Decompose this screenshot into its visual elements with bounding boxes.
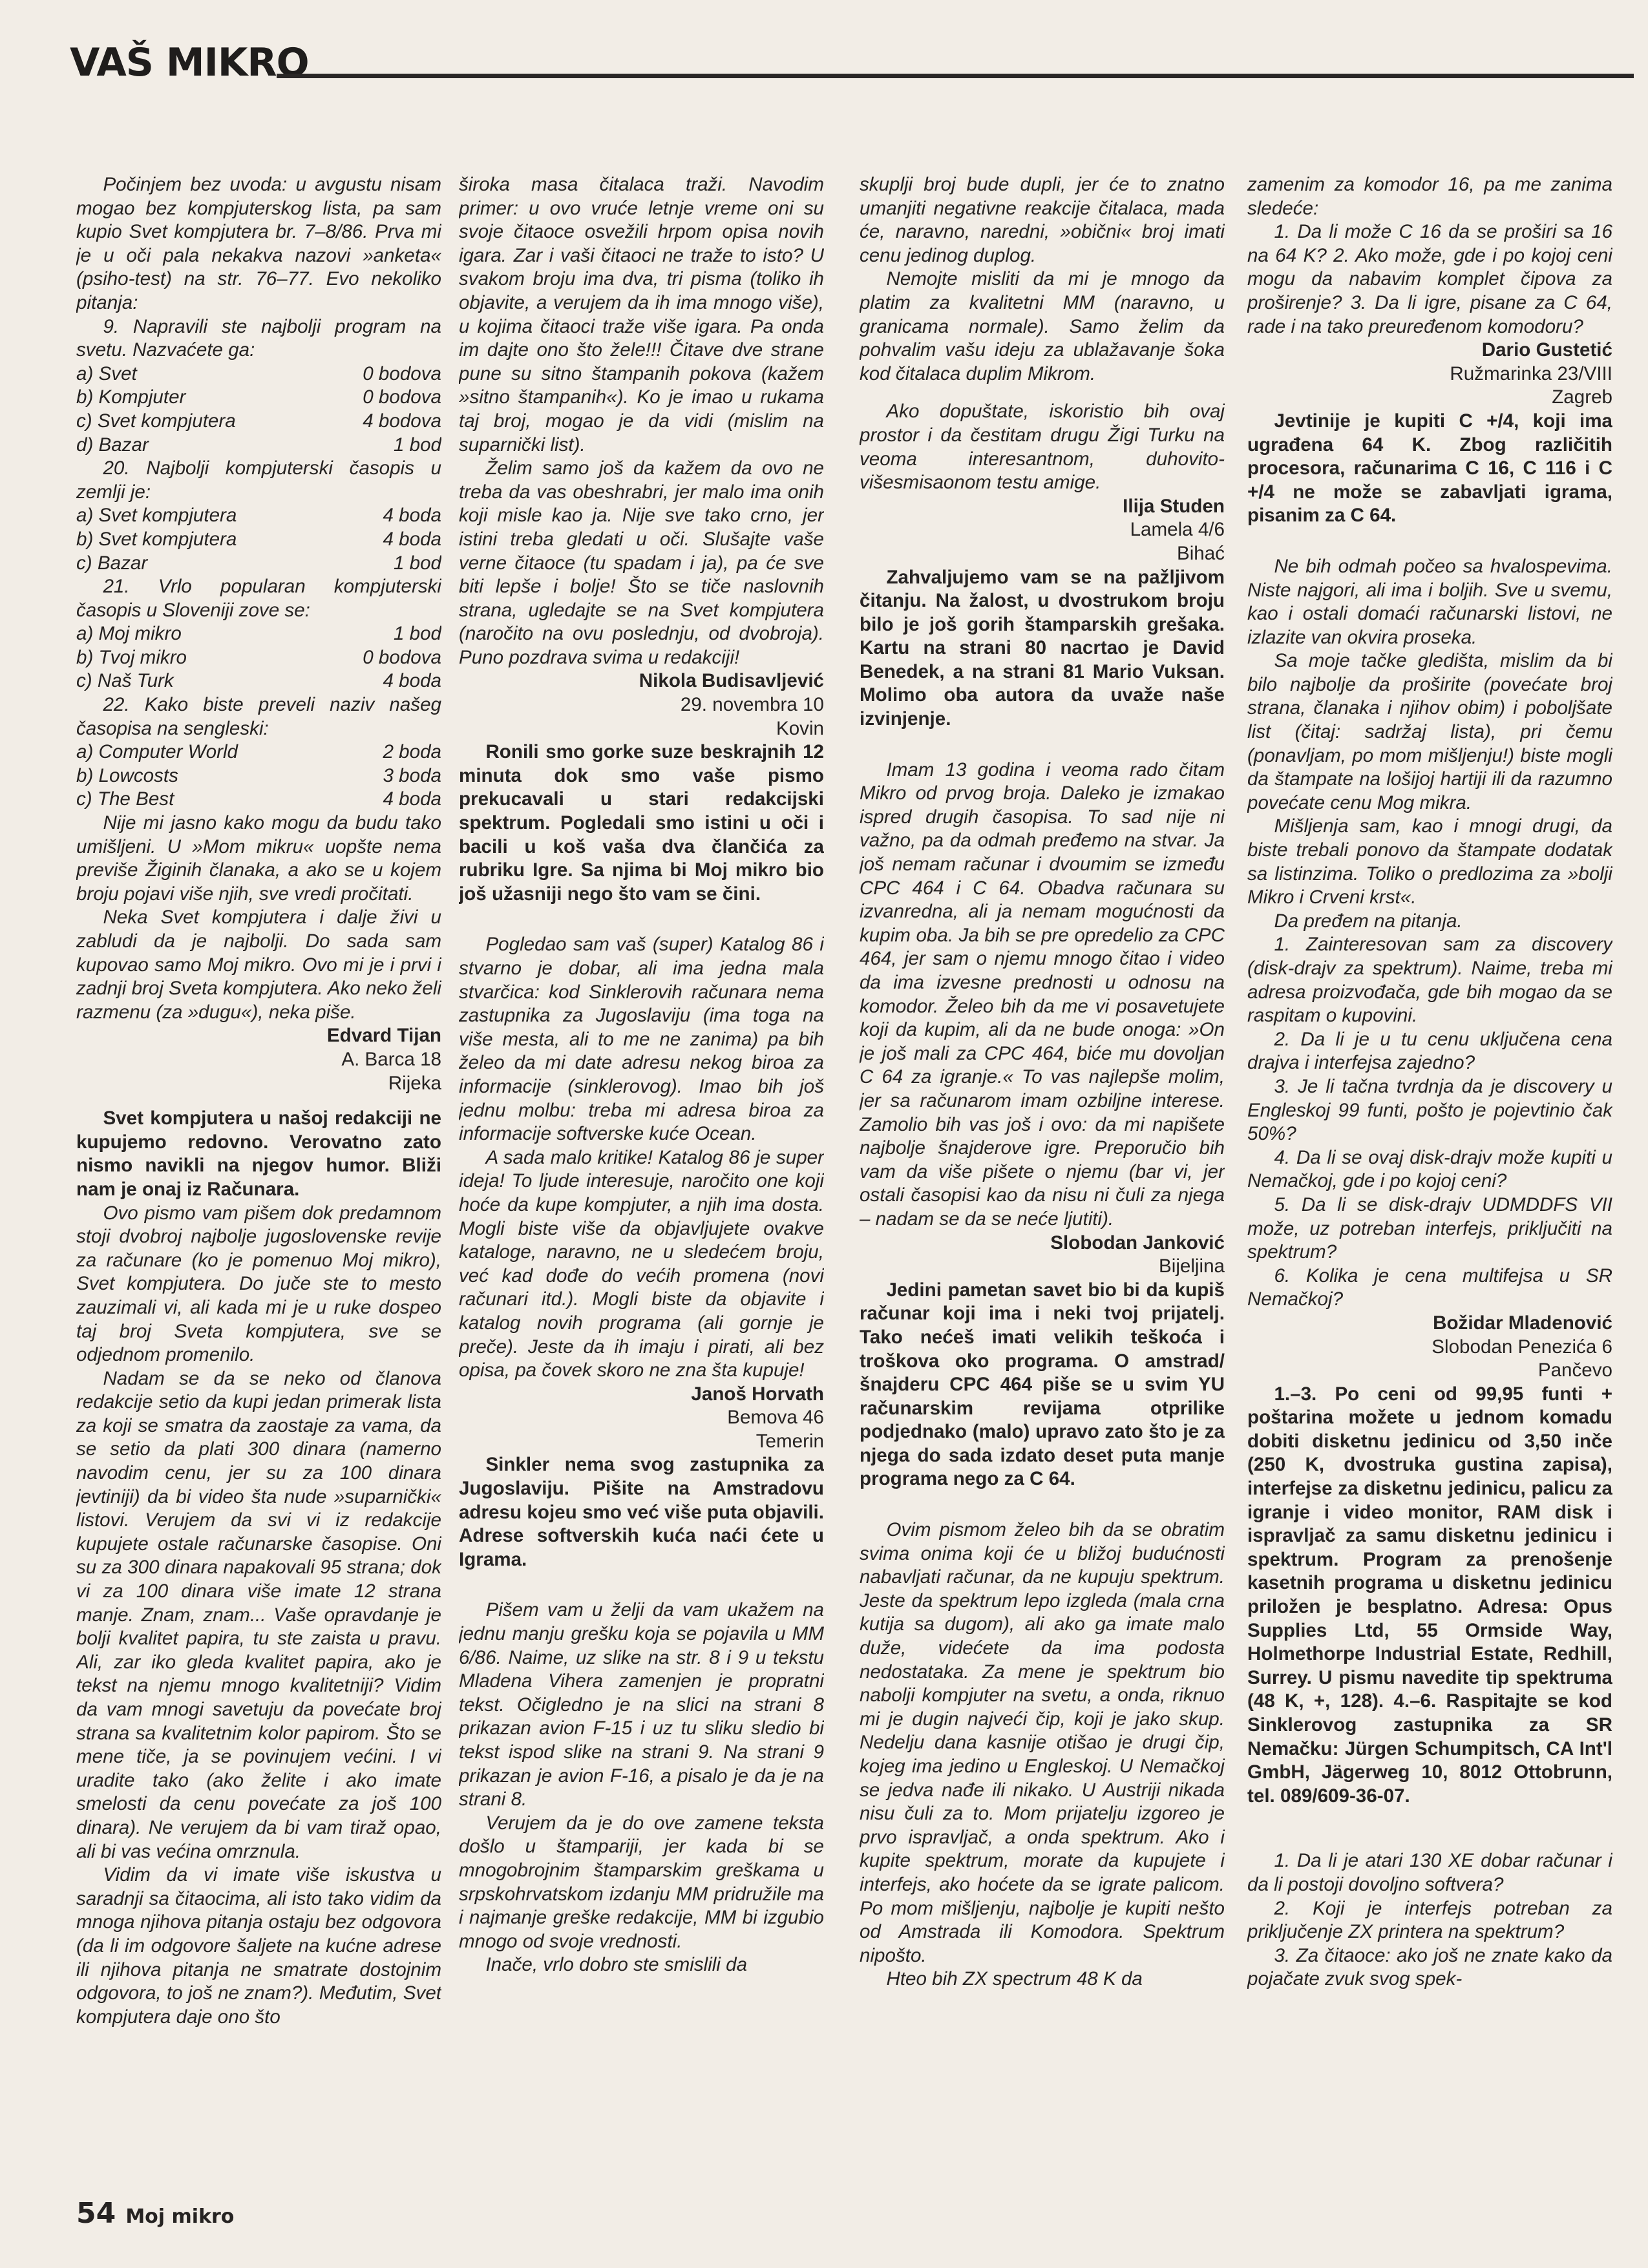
option-points: 0 bodova bbox=[363, 386, 441, 408]
quiz-option bbox=[76, 410, 441, 434]
quiz-option bbox=[76, 764, 441, 788]
letter-address: 29. novembra 10 bbox=[680, 694, 824, 716]
letter-question: 1. Da li je atari 130 XE dobar računar i da li postoji dovoljno softvera? bbox=[1247, 1850, 1612, 1895]
option-label: c) Bazar bbox=[76, 552, 148, 574]
letter-address: Lamela 4/6 bbox=[1130, 519, 1225, 541]
letter-city: Zagreb bbox=[1552, 386, 1612, 408]
editor-reply: Jedini pametan savet bio bi da kupiš računar koji ima i neki tvoj prijatelj. Tako nećeš imati velikih teškoća i troškova oko programa. O amstrad/šnajderu CPC 464 piše se u svim YU računarskim revijama otprilike podjednako (malo) upravo zato što je za njega do sada izdato deset puta manje programa nego za C 64. bbox=[860, 1279, 1225, 1490]
option-label: a) Svet kompjutera bbox=[76, 505, 237, 527]
letter-paragraph: Inače, vrlo dobro ste smislili da bbox=[485, 1954, 748, 1976]
letter-paragraph: Vidim da vi imate više iskustva u saradnji sa čitaocima, ali isto tako vidim da mnoga njihova pitanja ostaju bez odgovora (da li im odgovore šaljete na kućne adrese ili njihova pitanja ne smatrate dostojnim odgovora, to još ne znam?). Međutim, Svet kompjutera daje ono što bbox=[76, 1864, 441, 2028]
editor-reply: Jevtinije je kupiti C +/4, koji ima ugrađena 64 K. Zbog različitih procesora, računarima C 16, C 116 i C +/4 ne može se zabavljati igrama, pisanim za C 64. bbox=[1247, 410, 1612, 527]
quiz-option bbox=[76, 434, 441, 457]
letter-paragraph: Ako dopuštate, iskoristio bih ovaj prostor i da čestitam drugu Žigi Turku na veoma interesantnom, duhovito-višesmisaonom testu amige. bbox=[860, 401, 1225, 494]
quiz-option bbox=[76, 386, 441, 410]
editor-reply: Svet kompjutera u našoj redakciji ne kupujemo redovno. Verovatno zato nismo navikli na njegov humor. Bliži nam je onaj iz Računara. bbox=[76, 1108, 441, 1200]
letter-address: A. Barca 18 bbox=[341, 1048, 441, 1070]
letter-paragraph: Želim samo još da kažem da ovo ne treba da vas obeshrabri, jer malo ima onih koji misle kao ja. Nije sve tako crno, jer istini treba gledati u oči. Slušajte vaše verne čitaoce (tu spadam i ja), pa će sve biti lepše i bolje! Što se tiče naslovnih strana, ugledajte se na Svet kompjutera (naročito na ovu poslednju, od dvobroja). Puno pozdrava svima u redakciji! bbox=[459, 457, 824, 668]
option-points: 1 bod bbox=[393, 552, 441, 574]
quiz-option bbox=[76, 552, 441, 576]
letter-city: Temerin bbox=[755, 1430, 824, 1452]
letter-paragraph: Ovo pismo vam pišem dok predamnom stoji dvobroj najbolje jugoslovenske revije za računare (ko je pomenuo Moj mikro), Svet kompjutera. Do juče ste to mesto zauzimali vi, ali kada mi je u ruke dospeo taj broj Sveta kompjutera, sve se odjednom promenilo. bbox=[76, 1202, 441, 1366]
letter-city: Pančevo bbox=[1537, 1360, 1612, 1381]
option-label: a) Moj mikro bbox=[76, 623, 182, 645]
letter-address: Ružmarinka 23/VIII bbox=[1450, 362, 1612, 384]
option-points: 1 bod bbox=[393, 623, 441, 645]
option-label: b) Kompjuter bbox=[76, 386, 186, 408]
quiz-option bbox=[76, 362, 441, 386]
column-1 bbox=[76, 173, 441, 2115]
option-points: 4 boda bbox=[383, 505, 441, 527]
letter-paragraph: Verujem da je do ove zamene teksta došlo u štampariji, jer kada bi se mnogobrojnim štamparskim greškama u srpskohrvatskom izdanju MM pridružile ma i najmanje greške redakcije, MM bi izgubio mnogo od svoje vrednosti. bbox=[459, 1812, 824, 1952]
letter-signature: Božidar Mladenović bbox=[1433, 1312, 1612, 1334]
letter-paragraph: Imam 13 godina i veoma rado čitam Mikro od prvog broja. Daleko je izmakao ispred drugih časopisa. To sad nije ni važno, pa da odmah pređemo na stvar. Ja još nemam računar i dvoumim se između CPC 464 i C 64. Obadva računara su izvanredna, ali ja nemam mogućnosti da kupim oba. Ja bih se pre opredelio za CPC 464, jer sam o njemu mnogo čitao i video da ima izvesne prednosti u odnosu na komodor. Želeo bih da me vi posavetujete koji da kupim, ali da ne bude onoga: »On je još mali za CPC 464, biće mu dovoljan C 64 za igranje.« To vas najlepše molim, jer sa računarom imam ozbiljne interese. Zamolio bih vas još i ovo: da mi napišete najbolje šnajderove igre. Preporučio bih vam da više pišete o njemu (bar vi, jer ostali časopisi kao da nisu ni čuli za njega – nadam se da se neće ljutiti). bbox=[860, 759, 1225, 1230]
letter-paragraph: Ne bih odmah počeo sa hvalospevima. Niste najgori, ali ima i boljih. Sve u svemu, kao i ostali domaći računarski listovi, ne izlazite van okvira proseka. bbox=[1247, 555, 1612, 648]
option-points: 4 boda bbox=[383, 670, 441, 692]
letter-city: Rijeka bbox=[388, 1072, 441, 1094]
letter-paragraph: Počinjem bez uvoda: u avgustu nisam mogao bez kompjuterskog lista, pa sam kupio Svet kompjutera br. 7–8/86. Prva mi je u oči pala nekakva nazovi »anketa« (psiho-test) na str. 76–77. Evo nekoliko pitanja: bbox=[76, 174, 441, 313]
quiz-option bbox=[76, 669, 441, 693]
quiz-option bbox=[76, 740, 441, 764]
letter-question: 2. Da li je u tu cenu uključena cena drajva i interfejsa zajedno? bbox=[1247, 1028, 1612, 1074]
quiz-option bbox=[76, 646, 441, 670]
letter-question: 1. Zainteresovan sam za discovery (disk-drajv za spektrum). Naime, treba mi adresa proizvođača, gde bih mogao da se raspitam o kupovini. bbox=[1247, 934, 1612, 1027]
letter-signature: Janoš Horvath bbox=[691, 1383, 824, 1405]
option-points: 0 bodova bbox=[363, 646, 441, 668]
letter-question: 2. Koji je interfejs potreban za priključenje ZX printera na spektrum? bbox=[1247, 1897, 1612, 1943]
letter-paragraph: Pogledao sam vaš (super) Katalog 86 i stvarno je dobar, ali ima jedna mala stvarčica: kod Sinklerovih računara nema zastupnika za Jugoslaviju (ima toga na više mesta, ali to me ne zanima) pa bih želeo da mi date adresu nekog biroa za informacije (sinklerovog). Imao bih još jednu molbu: treba mi adresa biroa za informacije softverske kuće Ocean. bbox=[459, 934, 824, 1145]
option-points: 4 bodova bbox=[363, 410, 441, 432]
quiz-question: 9. Napravili ste najbolji program na svetu. Nazvaćete ga: bbox=[76, 315, 441, 361]
quiz-question: 21. Vrlo popularan kompjuterski časopis u Sloveniji zove se: bbox=[76, 576, 441, 621]
letter-question: 3. Je li tačna tvrdnja da je discovery u Engleskoj 99 funti, pošto je pojevtinio čak 50%? bbox=[1247, 1075, 1612, 1145]
letter-signature: Edvard Tijan bbox=[326, 1025, 441, 1047]
option-label: c) The Best bbox=[76, 788, 174, 810]
page-header bbox=[70, 40, 1634, 85]
letter-signature: Ilija Studen bbox=[1123, 495, 1225, 517]
editor-reply: Ronili smo gorke suze beskrajnih 12 minuta dok smo vaše pismo prekucavali u stari redakcijski spektrum. Pogledali smo istini u oči i bacili u koš vaša dva člančića za rubriku Igre. Sa njima bi Moj mikro bio još užasniji nego što vam se čini. bbox=[459, 741, 824, 905]
quiz-option bbox=[76, 788, 441, 812]
letter-question: 6. Kolika je cena multifejsa u SR Nemačkoj? bbox=[1247, 1265, 1612, 1310]
letter-paragraph: Pišem vam u želji da vam ukažem na jednu manju grešku koja se pojavila u MM 6/86. Naime, uz slike na str. 8 i 9 u tekstu Mladena Vihera zamenjen je propratni tekst. Očigledno je na slici na strani 8 prikazan avion F-15 i uz tu sliku sledio bi tekst ispod slike na strani 9. Na strani 9 prikazan je avion F-16, a pisalo je da je na strani 8. bbox=[459, 1599, 824, 1811]
page-number: 54 bbox=[76, 2197, 116, 2230]
magazine-name: Moj mikro bbox=[125, 2205, 235, 2228]
option-label: b) Lowcosts bbox=[76, 764, 178, 786]
option-label: a) Svet bbox=[76, 362, 137, 384]
editor-reply: Zahvaljujemo vam se na pažljivom čitanju. Na žalost, u dvostrukom broju bilo je još gorih štamparskih grešaka. Kartu na strani 80 nacrtao je David Benedek, a na strani 81 Mario Vuksan. Molimo oba autora da uvaže naše izvinjenje. bbox=[860, 566, 1225, 730]
quiz-option bbox=[76, 622, 441, 646]
letter-paragraph: široka masa čitalaca traži. Navodim primer: u ovo vruće letnje vreme oni su svoje čitaoce osvežili hrpom opisa novih igara. Zar i vaši čitaoci ne traže to isto? U svakom broju ima dva, tri pisma (toliko ih objavite, a verujem da ih ima mnogo više), u kojima čitaoci traže više igara. Pa onda im dajte ono što žele!!! Čitave dve strane pune su sitno štampanih pokova (kažem »sitno štampanih«). Ko je imao u rukama taj broj, mogao je da vidi (mislim na suparnički list). bbox=[459, 174, 824, 456]
column-4 bbox=[1247, 173, 1612, 2115]
letter-paragraph: Da pređem na pitanja. bbox=[1274, 910, 1463, 932]
option-points: 1 bod bbox=[393, 434, 441, 456]
quiz-question: 20. Najbolji kompjuterski časopis u zemlji je: bbox=[76, 457, 441, 503]
letter-city: Kovin bbox=[776, 717, 824, 739]
quiz-option bbox=[76, 504, 441, 528]
letter-paragraph: zamenim za komodor 16, pa me zanima sledeće: bbox=[1247, 174, 1612, 219]
quiz-option bbox=[76, 528, 441, 552]
letter-signature: Dario Gustetić bbox=[1481, 339, 1612, 361]
letter-paragraph: 1. Da li može C 16 da se proširi sa 16 na 64 K? 2. Ako može, gde i po kojoj ceni mogu da nabavim komplet čipova za proširenje? 3. Da li igre, pisane za C 64, rade i na tako preuređenom komodoru? bbox=[1247, 221, 1612, 337]
letter-paragraph: Nadam se da se neko od članova redakcije setio da kupi jedan primerak lista za koji se smatra da zaostaje za vama, da se setio da plati 300 dinara (namerno navodim cenu, jer su za 100 dinara jevtiniji) da bi video šta nude »suparnički« listovi. Verujem da svi vi iz redakcije kupujete ostale računarske časopise. Oni su za 300 dinara napakovali 95 strana; dok vi za 100 dinara više imate 12 strana manje. Znam, znam... Vaše opravdanje je bolji kvalitet papira, tu ste zaista u pravu. Ali, zar iko gleda kvalitet papira, ako je tekst na njemu mnogo kvalitetniji? Vidim da vam mnogi savetuju da povećate broj strana sa kvalitetnim kolor papirom. Što se mene tiče, ja se povinujem većini. I vi uradite tako (ako želite i ako imate smelosti da cenu povećate za još 100 dinara). Ne verujem da bi vam tiraž opao, ali bi vas većina omrznula. bbox=[76, 1367, 441, 1862]
column-2 bbox=[459, 173, 824, 2115]
letter-question: 5. Da li se disk-drajv UDMDDFS VII može, uz potreban interfejs, priključiti na spektrum? bbox=[1247, 1193, 1612, 1263]
option-label: d) Bazar bbox=[76, 434, 149, 456]
option-label: b) Tvoj mikro bbox=[76, 646, 187, 668]
editor-reply: Sinkler nema svog zastupnika za Jugoslaviju. Pišite na Amstradovu adresu kojeu smo već više puta objavili. Adrese softverskih kuća naći ćete u Igrama. bbox=[459, 1454, 824, 1570]
option-label: c) Naš Turk bbox=[76, 670, 174, 692]
page-footer bbox=[76, 2197, 234, 2230]
column-3 bbox=[860, 173, 1225, 2115]
option-label: c) Svet kompjutera bbox=[76, 410, 236, 432]
letter-paragraph: Mišljenja sam, kao i mnogi drugi, da biste trebali ponovo da štampate dodatak sa listinzima. Toliko o predlozima za »bolji Mikro i Crveni krst«. bbox=[1247, 815, 1612, 908]
letter-signature: Slobodan Janković bbox=[1050, 1232, 1225, 1254]
letter-address: Bemova 46 bbox=[727, 1407, 824, 1429]
letter-city: Bihać bbox=[1176, 542, 1225, 564]
letter-question: 3. Za čitaoce: ako još ne znate kako da pojačate zvuk svog spek- bbox=[1247, 1944, 1612, 1990]
letter-paragraph: A sada malo kritike! Katalog 86 je super ideja! To ljude interesuje, naročito one koji hoće da kupe kompjuter, a njih ima dosta. Mogli biste više da objavljujete ovakve kataloge, naravno, ne u sledećem broju, već kad dođe do većih promena (novi računari itd.). Mogli biste da objavite i katalog novih programa (ali gornje je preče). Jeste da ih imaju i pirati, ali bez opisa, pa čovek skoro ne zna šta kupuje! bbox=[459, 1146, 824, 1381]
section-title: VAŠ MIKRO bbox=[70, 40, 309, 85]
option-points: 3 boda bbox=[383, 764, 441, 786]
letter-signature: Nikola Budisavljević bbox=[639, 670, 824, 692]
option-points: 4 boda bbox=[383, 528, 441, 550]
option-points: 0 bodova bbox=[363, 362, 441, 384]
letter-paragraph: Neka Svet kompjutera i dalje živi u zabludi da je najbolji. Do sada sam kupovao samo Moj mikro. Ovo mi je i prvi i zadnji broj Sveta kompjutera. Ako neko želi razmenu (za »dugu«), neka piše. bbox=[76, 907, 441, 1023]
header-rule bbox=[277, 74, 1634, 78]
letter-paragraph: skuplji broj bude dupli, jer će to znatno umanjiti negativne reakcije čitalaca, mada će, naravno, naredni, »obični« broj imati cenu jedinog duplog. bbox=[860, 174, 1225, 266]
quiz-question: 22. Kako biste preveli naziv našeg časopisa na sengleski: bbox=[76, 694, 441, 739]
letter-paragraph: Ovim pismom želeo bih da se obratim svima onima koji će u bližoj budućnosti nabavljati računar, da ne kupuju spektrum. Jeste da spektrum lepo izgleda (mala crna kutija sa dugom), ali ako ga imate malo duže, videćete da ima podosta nedostataka. Za mene je spektrum bio nabolji kompjuter na svetu, a onda, riknuo mi je dugin najveći čip, koji je jako skup. Nedelju dana kasnije otišao je drugi čip, kojeg ima jedino u Engleskoj. U Nemačkoj se jedva nađe ili nikako. U Austriji nikada nisu čuli za to. Mom prijatelju izgoreo je prvo ispravljač, a onda spektrum. Ako i kupite spektrum, morate da kupujete i interfejs, ako hoćete da se igrate palicom. Po mom mišljenju, najbolje je kupiti nešto od Amstrada ili Komodora. Spektrum nipošto. bbox=[860, 1519, 1225, 1966]
editor-reply: 1.–3. Po ceni od 99,95 funti + poštarina možete u jednom komadu dobiti disketnu jedinicu od 3,50 inče (250 K, dvostruka gustina zapisa), interfejse za disketnu jedinicu, palicu za igranje i video monitor, RAM disk i ispravljač za samu disketnu jedinicu i spektrum. Program za prenošenje kasetnih programa u disketnu jedinicu priložen je besplatno. Adresa: Opus Supplies Ltd, 55 Ormside Way, Holmethorpe Industrial Estate, Redhill, Surrey. U pismu navedite tip spektruma (48 K, +, 128). 4.–6. Raspitajte se kod Sinklerovog zastupnika za SR Nemačku: Jürgen Schumpitsch, CA Int'l GmbH, Jägerweg 10, 8012 Ottobrunn, tel. 089/609-36-07. bbox=[1247, 1383, 1612, 1807]
option-label: a) Computer World bbox=[76, 741, 238, 763]
option-points: 2 boda bbox=[383, 741, 441, 763]
letter-paragraph: Nemojte misliti da mi je mnogo da platim za kvalitetni MM (naravno, u granicama normale). Samo želim da pohvalim vašu ideju za ublažavanje šoka kod čitalaca duplim Mikrom. bbox=[860, 268, 1225, 384]
letter-paragraph: Hteo bih ZX spectrum 48 K da bbox=[886, 1968, 1143, 1990]
letter-paragraph: Sa moje tačke gledišta, mislim da bi bilo najbolje da proširite (povećate broj strana, članaka i njihov obim) i pobolјšate list (čitaj: sadržaj lista), pri čemu (ponavljam, po mom mišljenju!) biste mogli da štampate na lošijoj hartiji ili da razumno povećate cenu Mog mikra. bbox=[1247, 650, 1612, 814]
option-points: 4 boda bbox=[383, 788, 441, 810]
letter-address: Slobodan Penezića 6 bbox=[1431, 1336, 1612, 1358]
letter-city: Bijeljina bbox=[1159, 1255, 1225, 1277]
letter-paragraph: Nije mi jasno kako mogu da budu tako umišljeni. U »Mom mikru« uopšte nema previše Žiginih članaka, a ako se u kojem broju pojavi više njih, sve vredi pročitati. bbox=[76, 812, 441, 905]
option-label: b) Svet kompjutera bbox=[76, 528, 237, 550]
letter-question: 4. Da li se ovaj disk-drajv može kupiti u Nemačkoj, gde i po kojoj ceni? bbox=[1247, 1146, 1612, 1192]
